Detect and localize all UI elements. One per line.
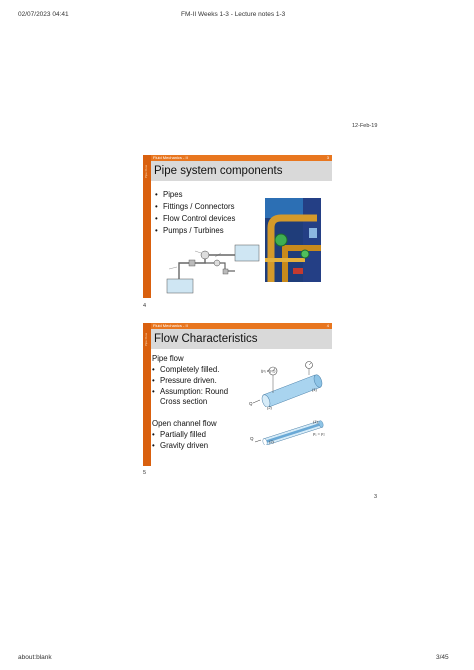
pipe-system-schematic — [165, 243, 261, 295]
print-datetime: 02/07/2023 04:41 — [18, 11, 69, 18]
slide-page-num: 3 — [326, 155, 329, 160]
flow-rate-label: Q — [250, 436, 254, 441]
page-date: 12-Feb-19 — [352, 123, 378, 129]
bullet-item: • Pipes — [155, 190, 183, 199]
piping-photo — [265, 198, 321, 282]
sheet-page-number: 3 — [374, 494, 378, 500]
course-label: Fluid Mechanics - II — [153, 155, 188, 160]
open-channel-heading: Open channel flow — [152, 419, 217, 428]
bullet-continuation: Cross section — [160, 397, 208, 406]
print-doc-title: FM-II Weeks 1-3 - Lecture notes 1-3 — [181, 11, 286, 18]
slide-pipe-system-components — [143, 155, 332, 298]
bullet-item: • Partially filled — [152, 430, 206, 439]
point-label: (2) — [269, 439, 274, 444]
pressure-equal-label: p₁ = p₂ — [313, 431, 325, 436]
print-pagination: 3/45 — [436, 654, 449, 661]
slide-side-strip — [143, 155, 151, 298]
bullet-item: • Completely filled. — [152, 365, 220, 374]
slide-number: 4 — [143, 303, 147, 309]
slide-title: Pipe system components — [151, 161, 332, 181]
slide-title: Flow Characteristics — [151, 329, 332, 349]
slide-side-strip — [143, 323, 151, 466]
slide-side-label: Pipe Flow — [144, 165, 148, 179]
pressure-unequal-label: (p₁ ≠ p₂) — [261, 368, 276, 373]
point-label: (1) — [312, 387, 317, 392]
point-label: (2) — [267, 405, 272, 410]
bullet-item: • Flow Control devices — [155, 214, 236, 223]
course-label: Fluid Mechanics - II — [153, 323, 188, 328]
slide-number: 5 — [143, 470, 147, 476]
bullet-item: • Pumps / Turbines — [155, 226, 224, 235]
bullet-item: • Fittings / Connectors — [155, 202, 235, 211]
pipe-flow-heading: Pipe flow — [152, 354, 184, 363]
point-label: (1) — [313, 419, 318, 424]
flow-rate-label: Q — [249, 401, 253, 406]
print-url: about:blank — [18, 654, 52, 661]
bullet-item: • Gravity driven — [152, 441, 209, 450]
bullet-item: • Assumption: Round — [152, 387, 229, 396]
slide-flow-characteristics — [143, 323, 332, 466]
bullet-item: • Pressure driven. — [152, 376, 217, 385]
slide-page-num: 4 — [326, 323, 329, 328]
slide-side-label: Pipe Flow — [144, 333, 148, 347]
